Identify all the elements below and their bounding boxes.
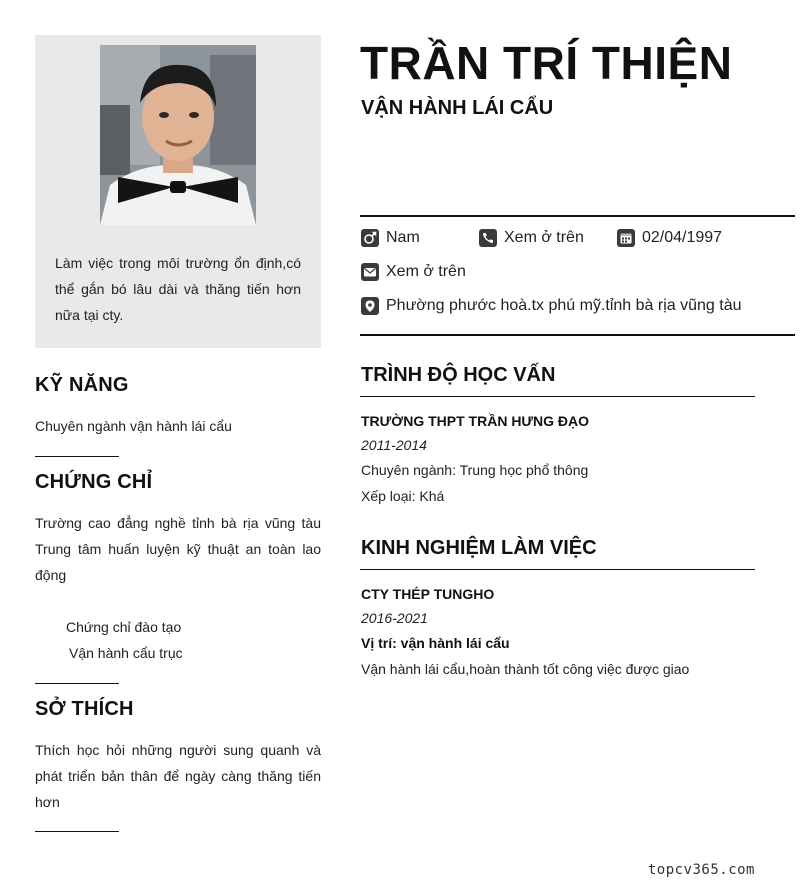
experience-description: Vận hành lái cẩu,hoàn thành tốt công việc được giao	[361, 661, 690, 677]
email-value: Xem ở trên	[386, 263, 466, 280]
gender-value: Nam	[386, 229, 420, 246]
skills-title: KỸ NĂNG	[35, 374, 129, 396]
education-period: 2011-2014	[361, 437, 427, 453]
gender-info	[361, 229, 420, 247]
address-info	[361, 297, 742, 315]
certificate-item: Chứng chỉ đào tạo	[66, 619, 182, 635]
experience-period: 2016-2021	[361, 610, 428, 626]
hobbies-title: SỞ THÍCH	[35, 698, 134, 720]
summary-text: Làm việc trong môi trường ổn định,có thể gắn bó lâu dài và thăng tiến hơn nữa tại cty.	[55, 255, 301, 323]
certificates-title: CHỨNG CHỈ	[35, 471, 153, 493]
divider	[35, 831, 119, 832]
location-pin-icon	[361, 297, 379, 315]
divider	[360, 569, 755, 570]
calendar-icon	[617, 229, 635, 247]
candidate-name: TRẦN TRÍ THIỆN	[360, 37, 733, 89]
phone-icon	[479, 229, 497, 247]
address-value: Phường phước hoà.tx phú mỹ.tỉnh bà rịa vũng tàu	[386, 297, 742, 314]
job-title: VẬN HÀNH LÁI CẨU	[361, 97, 554, 119]
education-grade: Xếp loại: Khá	[361, 488, 445, 504]
skills-text: Chuyên ngành vận hành lái cẩu	[35, 418, 232, 434]
divider	[360, 334, 795, 336]
divider	[35, 456, 119, 457]
footer-brand: topcv365.com	[647, 862, 755, 878]
education-title: TRÌNH ĐỘ HỌC VẤN	[361, 364, 556, 386]
experience-title: KINH NGHIỆM LÀM VIỆC	[361, 537, 597, 559]
phone-info	[479, 229, 584, 247]
profile-panel	[35, 35, 321, 348]
email-info	[361, 263, 466, 281]
divider	[35, 683, 119, 684]
school-name: TRƯỜNG THPT TRẦN HƯNG ĐẠO	[361, 413, 590, 429]
avatar	[100, 45, 256, 225]
phone-value: Xem ở trên	[504, 229, 584, 246]
avatar-photo-icon	[100, 45, 256, 225]
certificate-item: Vận hành cẩu trục	[69, 645, 183, 661]
divider	[360, 215, 795, 217]
hobbies-text: Thích học hỏi những người sung quanh và phát triển bản thân để ngày càng thăng tiến hơn	[35, 742, 321, 810]
education-major: Chuyên ngành: Trung học phổ thông	[361, 462, 589, 478]
company-name: CTY THÉP TUNGHO	[361, 586, 495, 602]
envelope-icon	[361, 263, 379, 281]
certificates-text: Trường cao đẳng nghề tỉnh bà rịa vũng tàu Trung tâm huấn luyện kỹ thuật an toàn lao động	[35, 515, 321, 583]
birthday-info	[617, 229, 722, 247]
birthday-value: 02/04/1997	[642, 229, 723, 246]
gender-icon	[361, 229, 379, 247]
divider	[360, 396, 755, 397]
experience-position: Vị trí: vận hành lái cẩu	[361, 635, 510, 651]
